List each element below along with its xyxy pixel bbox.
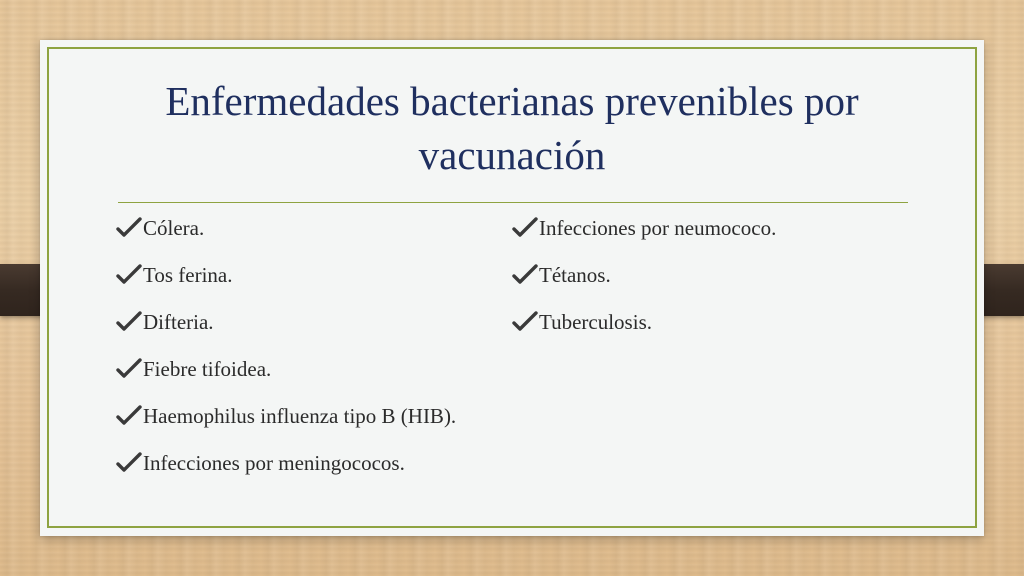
- bullet-text: Tétanos.: [539, 263, 611, 287]
- check-mark-icon: [116, 310, 142, 334]
- bullet-text: Haemophilus influenza tipo B (HIB).: [143, 404, 457, 428]
- bullet-text: Tos ferina.: [143, 263, 233, 287]
- list-item: [512, 309, 892, 335]
- list-item: [116, 356, 486, 382]
- bullet-text: Difteria.: [143, 310, 214, 334]
- check-mark-icon: [512, 216, 538, 240]
- right-bullet-list: [512, 215, 892, 356]
- check-mark-icon: [512, 310, 538, 334]
- check-mark-icon: [116, 451, 142, 475]
- left-bullet-list: [116, 215, 486, 497]
- bullet-text: Fiebre tifoidea.: [143, 357, 272, 381]
- check-mark-icon: [116, 357, 142, 381]
- check-mark-icon: [116, 404, 142, 428]
- bullet-text: Infecciones por neumococo.: [539, 216, 777, 240]
- list-item: [116, 403, 486, 429]
- list-item: [512, 215, 892, 241]
- slide-title: Enfermedades bacterianas prevenibles por vacunación: [165, 78, 859, 178]
- list-item: [116, 215, 486, 241]
- bullet-text: Cólera.: [143, 216, 205, 240]
- check-mark-icon: [116, 263, 142, 287]
- list-item: [512, 262, 892, 288]
- list-item: [116, 309, 486, 335]
- title-divider: [118, 202, 908, 203]
- bullet-text: Tuberculosis.: [539, 310, 652, 334]
- list-item: [116, 450, 486, 476]
- list-item: [116, 262, 486, 288]
- check-mark-icon: [512, 263, 538, 287]
- slide-card: [40, 40, 984, 536]
- bullet-text: Infecciones por meningococos.: [143, 451, 405, 475]
- check-mark-icon: [116, 216, 142, 240]
